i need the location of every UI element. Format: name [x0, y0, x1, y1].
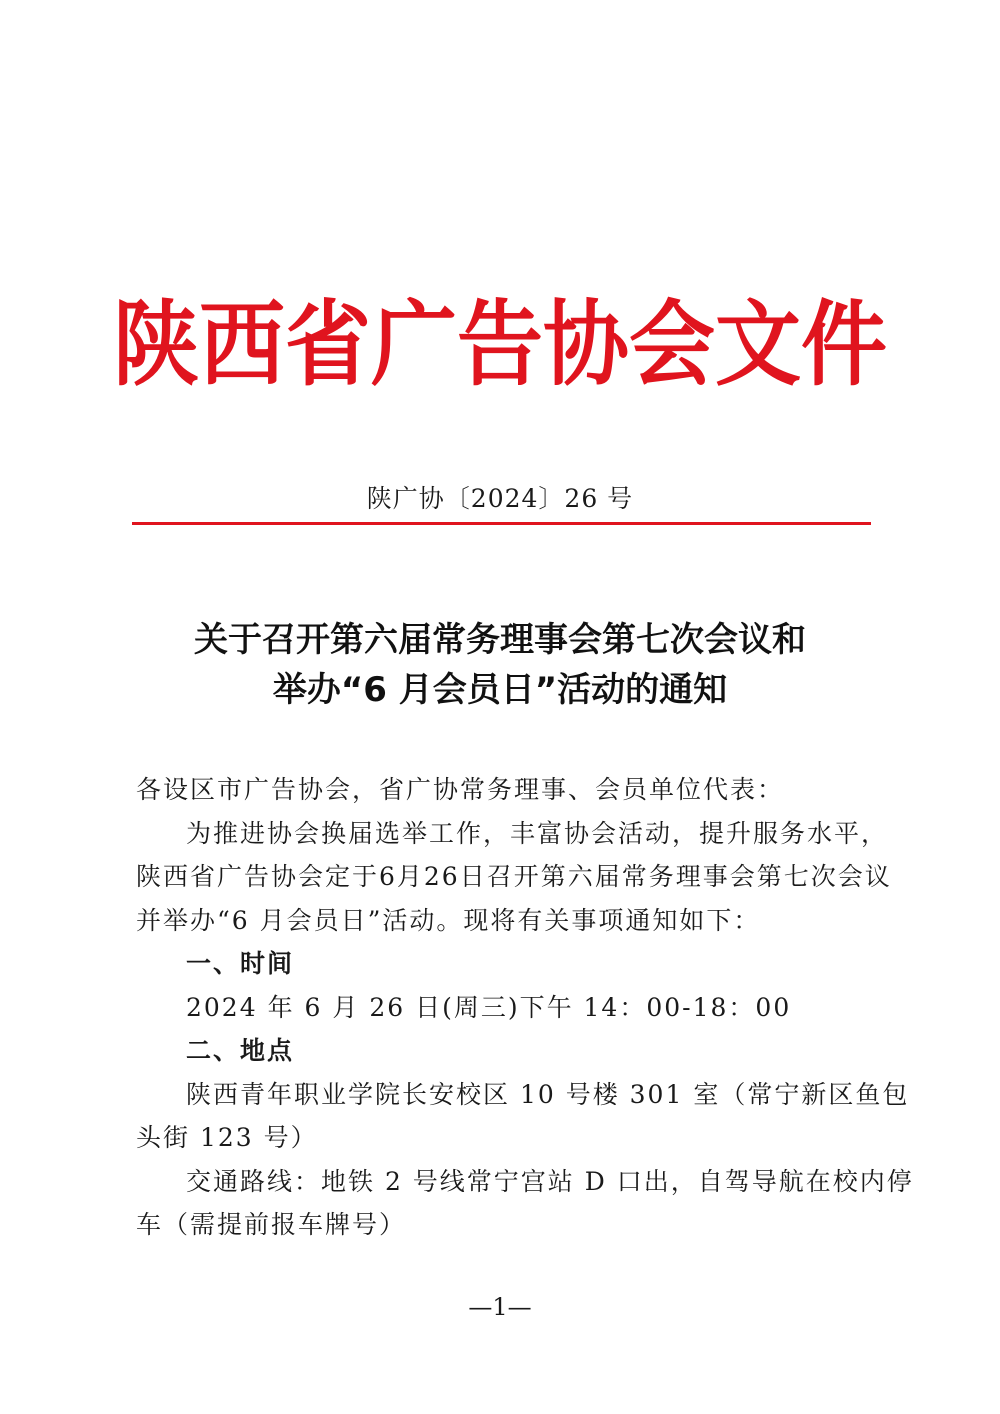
transport-line-1: 交通路线：地铁 2 号线常宁宫站 D 口出，自驾导航在校内停: [186, 1166, 914, 1196]
intro-line-2: 陕西省广告协会定于6月26日召开第六届常务理事会第七次会议: [136, 862, 892, 891]
location-line-2: 头街 123 号）: [136, 1123, 318, 1152]
intro-line-3: 并举办“6 月会员日”活动。现将有关事项通知如下：: [136, 905, 761, 935]
notice-title-line-1: 关于召开第六届常务理事会第七次会议和: [194, 620, 806, 660]
transport-line-2: 车（需提前报车牌号）: [136, 1210, 407, 1239]
red-divider-line: [132, 522, 871, 525]
page-number: —1—: [468, 1293, 532, 1321]
document-number: 陕广协〔2024〕26 号: [366, 484, 634, 513]
location-line-1: 陕西青年职业学院长安校区 10 号楼 301 室（常宁新区鱼包: [186, 1079, 910, 1109]
notice-body: [136, 768, 914, 1247]
notice-title-line-2: 举办“6 月会员日”活动的通知: [272, 670, 728, 710]
document-masthead: 陕西省广告协会文件: [113, 291, 887, 399]
intro-line-1: 为推进协会换届选举工作，丰富协会活动，提升服务水平，: [186, 818, 889, 848]
notice-title: [0, 615, 1000, 715]
section-time-heading: 一、时间: [186, 949, 295, 978]
section-time-content: 2024 年 6 月 26 日(周三)下午 14：00-18：00: [186, 992, 792, 1022]
salutation: 各设区市广告协会，省广协常务理事、会员单位代表：: [136, 775, 785, 804]
section-location-heading: 二、地点: [186, 1036, 295, 1065]
